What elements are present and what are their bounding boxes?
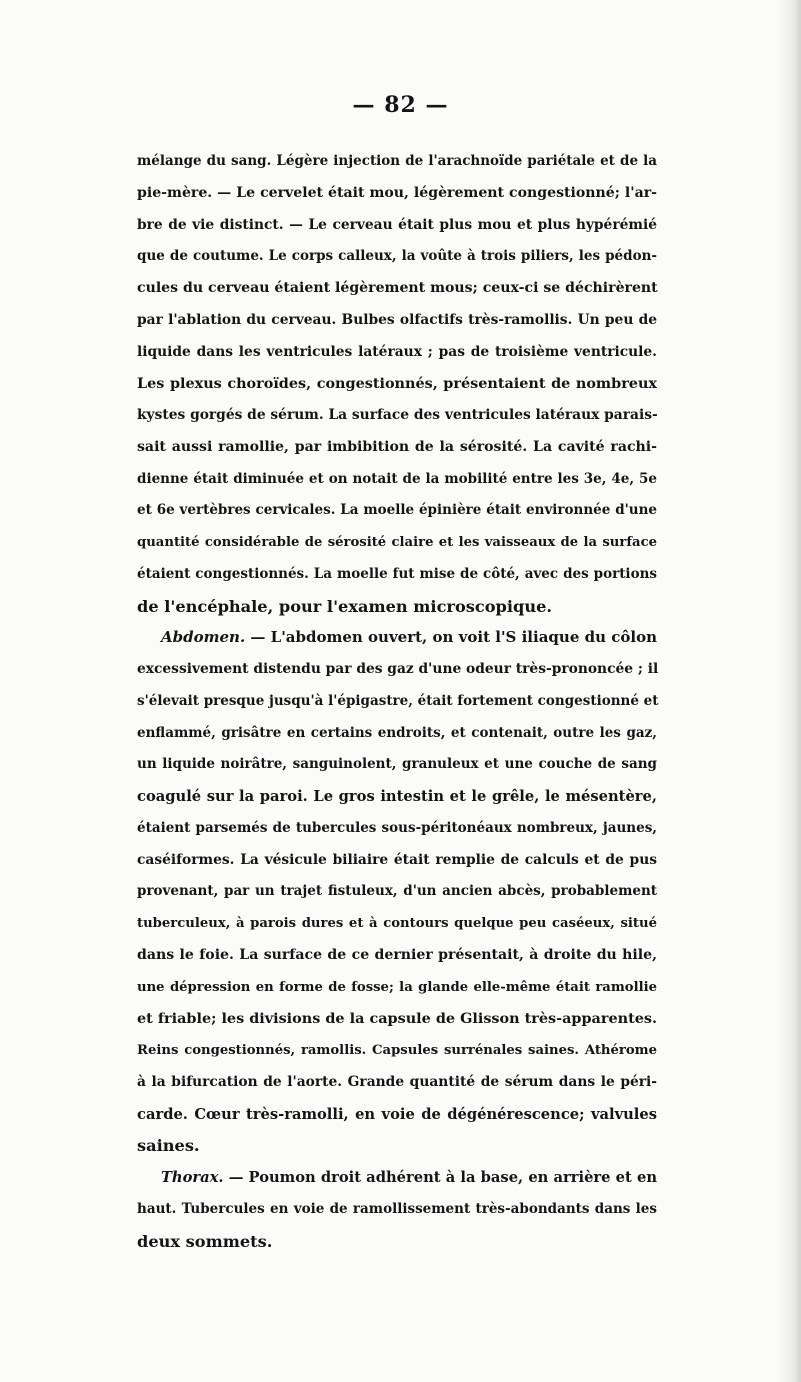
- paragraph-brain: [137, 146, 657, 622]
- text-line: cules du cerveau étaient légèrement mous; ceux-ci se déchirèrent: [137, 280, 658, 296]
- text-line: par l'ablation du cerveau. Bulbes olfactifs très-ramollis. Un peu de: [137, 311, 657, 328]
- text-line: enflammé, grisâtre en certains endroits, et contenait, outre les gaz,: [137, 724, 657, 741]
- text-line-with-heading: [137, 622, 657, 654]
- text-line: une dépression en forme de fosse; la glande elle-même était ramollie: [137, 979, 657, 995]
- text-line: Reins congestionnés, ramollis. Capsules surrénales saines. Athérome: [137, 1043, 657, 1058]
- body-text: [137, 146, 657, 1257]
- text-line-with-heading: [137, 1162, 657, 1194]
- text-line: étaient congestionnés. La moelle fut mise de côté, avec des portions: [137, 565, 657, 582]
- text-line: — Poumon droit adhérent à la base, en arrière et en: [223, 1169, 657, 1186]
- text-line: coagulé sur la paroi. Le gros intestin et le grêle, le mésentère,: [137, 788, 657, 805]
- text-line: Les plexus choroïdes, congestionnés, présentaient de nombreux: [137, 375, 657, 393]
- text-line: de l'encéphale, pour l'examen microscopique.: [137, 596, 553, 616]
- text-line: deux sommets.: [137, 1231, 273, 1251]
- text-line: tuberculeux, à parois dures et à contours quelque peu caséeux, situé: [137, 916, 657, 931]
- section-heading-thorax: Thorax.: [161, 1169, 224, 1186]
- text-line: un liquide noirâtre, sanguinolent, granuleux et une couche de sang: [137, 756, 657, 773]
- text-line: saines.: [137, 1136, 200, 1156]
- page-number: — 82 —: [352, 92, 449, 118]
- text-line: pie-mère. — Le cervelet était mou, légèrement congestionné; l'ar-: [137, 184, 657, 201]
- text-line: quantité considérable de sérosité claire et les vaisseaux de la surface: [137, 535, 657, 550]
- text-line: haut. Tubercules en voie de ramollissement très-abondants dans les: [137, 1200, 657, 1217]
- text-line: excessivement distendu par des gaz d'une odeur très-prononcée ; il: [137, 661, 659, 677]
- text-line: à la bifurcation de l'aorte. Grande quantité de sérum dans le péri-: [137, 1073, 657, 1090]
- section-heading-abdomen: Abdomen.: [161, 628, 246, 647]
- page-edge-shadow: [777, 0, 801, 1382]
- text-line: et 6e vertèbres cervicales. La moelle épinière était environnée d'une: [137, 502, 657, 519]
- text-line: étaient parsemés de tubercules sous-péritonéaux nombreux, jaunes,: [137, 819, 657, 836]
- text-line: dans le foie. La surface de ce dernier présentait, à droite du hile,: [137, 946, 657, 963]
- text-line: carde. Cœur très-ramolli, en voie de dégénérescence; valvules: [137, 1105, 657, 1123]
- text-line: — L'abdomen ouvert, on voit l'S iliaque du côlon: [245, 628, 657, 647]
- text-line: mélange du sang. Légère injection de l'arachnoïde pariétale et de la: [137, 153, 657, 169]
- text-line: provenant, par un trajet fistuleux, d'un ancien abcès, probablement: [137, 883, 657, 900]
- text-line: dienne était diminuée et on notait de la mobilité entre les 3e, 4e, 5e: [137, 470, 657, 487]
- text-line: s'élevait presque jusqu'à l'épigastre, était fortement congestionné et: [137, 692, 659, 709]
- text-line: bre de vie distinct. — Le cerveau était plus mou et plus hypérémié: [137, 216, 657, 233]
- text-line: kystes gorgés de sérum. La surface des ventricules latéraux parais-: [137, 407, 658, 423]
- text-line: et friable; les divisions de la capsule de Glisson très-apparentes.: [137, 1010, 657, 1028]
- text-line: que de coutume. Le corps calleux, la voûte à trois piliers, les pédon-: [137, 248, 657, 265]
- text-line: liquide dans les ventricules latéraux ; pas de troisième ventricule.: [137, 343, 657, 360]
- paragraph-thorax: [137, 1162, 657, 1257]
- paragraph-abdomen: [137, 622, 657, 1162]
- text-line: caséiformes. La vésicule biliaire était remplie de calculs et de pus: [137, 851, 657, 868]
- text-line: sait aussi ramollie, par imbibition de la sérosité. La cavité rachi-: [137, 438, 657, 455]
